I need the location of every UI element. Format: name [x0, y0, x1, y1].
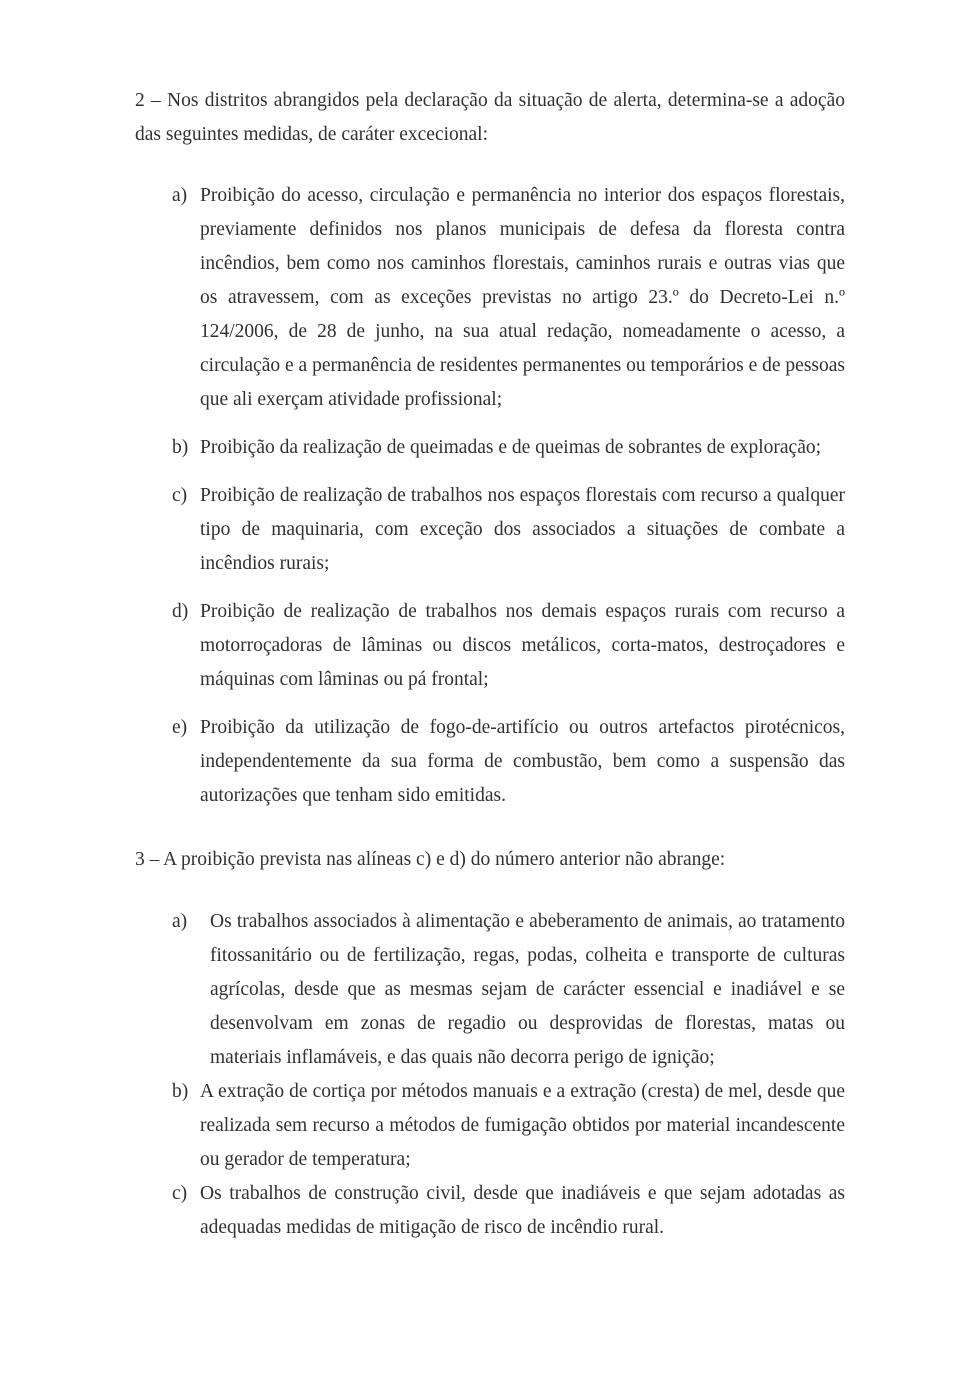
measures-list: [135, 179, 845, 813]
list-item: [135, 1177, 845, 1245]
list-marker: c): [172, 1183, 188, 1204]
list-marker: b): [172, 437, 189, 458]
list-item: [135, 179, 845, 417]
list-marker: a): [172, 911, 188, 932]
list-item: [135, 431, 845, 465]
list-item-text: Proibição de realização de trabalhos nos espaços florestais com recurso a qualquer tipo de maquinaria, com exceção dos associados a situações de combate a incêndios rurais;: [200, 485, 845, 574]
exceptions-list: [135, 905, 845, 1245]
paragraph-2: 2 – Nos distritos abrangidos pela declaração da situação de alerta, determina-se a adoção das seguintes medidas, de caráter excecional:: [135, 90, 845, 145]
list-item-text: Proibição da utilização de fogo-de-artifício ou outros artefactos pirotécnicos, independentemente da sua forma de combustão, bem como a suspensão das autorizações que tenham sido emitidas.: [200, 717, 845, 806]
list-item-text: A extração de cortiça por métodos manuais e a extração (cresta) de mel, desde que realizada sem recurso a métodos de fumigação obtidos por material incandescente ou gerador de temperatura;: [200, 1081, 845, 1170]
list-marker: d): [172, 601, 189, 622]
list-marker: e): [172, 717, 188, 738]
list-item-text: Proibição da realização de queimadas e de queimas de sobrantes de exploração;: [200, 437, 822, 458]
paragraph-3: 3 – A proibição prevista nas alíneas c) e d) do número anterior não abrange:: [135, 849, 726, 870]
list-marker: a): [172, 185, 188, 206]
list-item: [135, 1075, 845, 1177]
list-item: [135, 905, 845, 1075]
list-item-text: Proibição do acesso, circulação e permanência no interior dos espaços florestais, previamente definidos nos planos municipais de defesa da floresta contra incêndios, bem como nos caminhos florestais, caminhos rurais e outras vias que os atravessem, com as exceções previstas no artigo 23.º do Decreto-Lei n.º 124/2006, de 28 de junho, na sua atual redação, nomeadamente o acesso, a circulação e a permanência de residentes permanentes ou temporários e de pessoas que ali exerçam atividade profissional;: [200, 185, 845, 410]
list-item: [135, 595, 845, 697]
document-body: [135, 84, 845, 1245]
list-marker: b): [172, 1081, 189, 1102]
list-marker: c): [172, 485, 188, 506]
list-item: [135, 479, 845, 581]
list-item-text: Proibição de realização de trabalhos nos demais espaços rurais com recurso a motorroçadoras de lâminas ou discos metálicos, corta-matos, destroçadores e máquinas com lâminas ou pá frontal;: [200, 601, 845, 690]
list-item: [135, 711, 845, 813]
list-item-text: Os trabalhos associados à alimentação e abeberamento de animais, ao tratamento fitossanitário ou de fertilização, regas, podas, colheita e transporte de culturas agrícolas, desde que as mesmas sejam de carácter essencial e inadiável e se desenvolvam em zonas de regadio ou desprovidas de florestas, matas ou materiais inflamáveis, e das quais não decorra perigo de ignição;: [210, 911, 845, 1068]
list-item-text: Os trabalhos de construção civil, desde que inadiáveis e que sejam adotadas as adequadas medidas de mitigação de risco de incêndio rural.: [200, 1183, 845, 1238]
